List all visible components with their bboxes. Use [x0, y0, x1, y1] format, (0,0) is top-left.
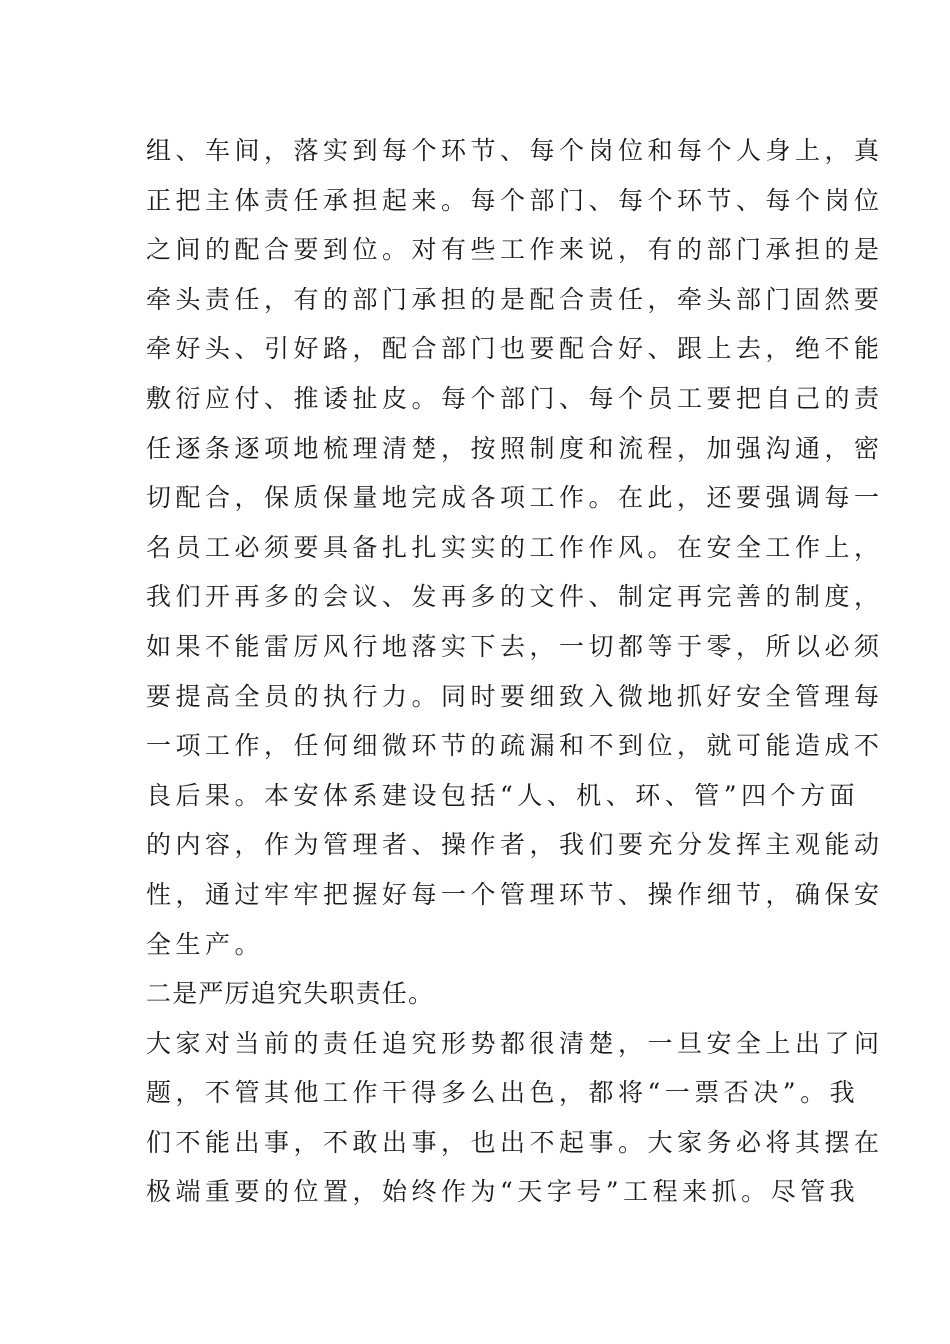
text-line: 们不能出事，不敢出事，也出不起事。大家务必将其摆在: [146, 1127, 884, 1157]
text-line: 牵好头、引好路，配合部门也要配合好、跟上去，绝不能: [146, 334, 884, 364]
text-line: 任逐条逐项地梳理清楚，按照制度和流程，加强沟通，密: [146, 433, 884, 463]
text-line: 一项工作，任何细微环节的疏漏和不到位，就可能造成不: [146, 731, 884, 761]
text-line: 切配合，保质保量地完成各项工作。在此，还要强调每一: [146, 483, 884, 513]
text-line: 正把主体责任承担起来。每个部门、每个环节、每个岗位: [146, 185, 884, 215]
text-line: 如果不能雷厉风行地落实下去，一切都等于零，所以必须: [146, 631, 884, 661]
text-line: 我们开再多的会议、发再多的文件、制定再完善的制度，: [146, 582, 884, 612]
section-heading: 二是严厉追究失职责任。: [146, 979, 435, 1009]
text-line: 要提高全员的执行力。同时要细致入微地抓好安全管理每: [146, 681, 884, 711]
text-line: 名员工必须要具备扎扎实实的工作作风。在安全工作上，: [146, 532, 884, 562]
paragraph-responsibility: [146, 126, 884, 969]
text-line: 全生产。: [146, 929, 265, 959]
text-line: 极端重要的位置，始终作为“天字号”工程来抓。尽管我: [146, 1177, 860, 1207]
text-line: 牵头责任，有的部门承担的是配合责任，牵头部门固然要: [146, 284, 884, 314]
paragraph-accountability: [146, 1019, 884, 1217]
text-line: 大家对当前的责任追究形势都很清楚，一旦安全上出了问: [146, 1028, 884, 1058]
text-line: 敷衍应付、推诿扯皮。每个部门、每个员工要把自己的责: [146, 383, 884, 413]
text-line: 的内容，作为管理者、操作者，我们要充分发挥主观能动: [146, 830, 884, 860]
text-line: 题，不管其他工作干得多么出色，都将“一票否决”。我: [146, 1078, 860, 1108]
text-line: 之间的配合要到位。对有些工作来说，有的部门承担的是: [146, 235, 884, 265]
text-line: 良后果。本安体系建设包括“人、机、环、管”四个方面: [146, 780, 860, 810]
body-text: [146, 126, 884, 1217]
text-line: 性，通过牢牢把握好每一个管理环节、操作细节，确保安: [146, 879, 884, 909]
text-line: 组、车间，落实到每个环节、每个岗位和每个人身上，真: [146, 136, 884, 165]
